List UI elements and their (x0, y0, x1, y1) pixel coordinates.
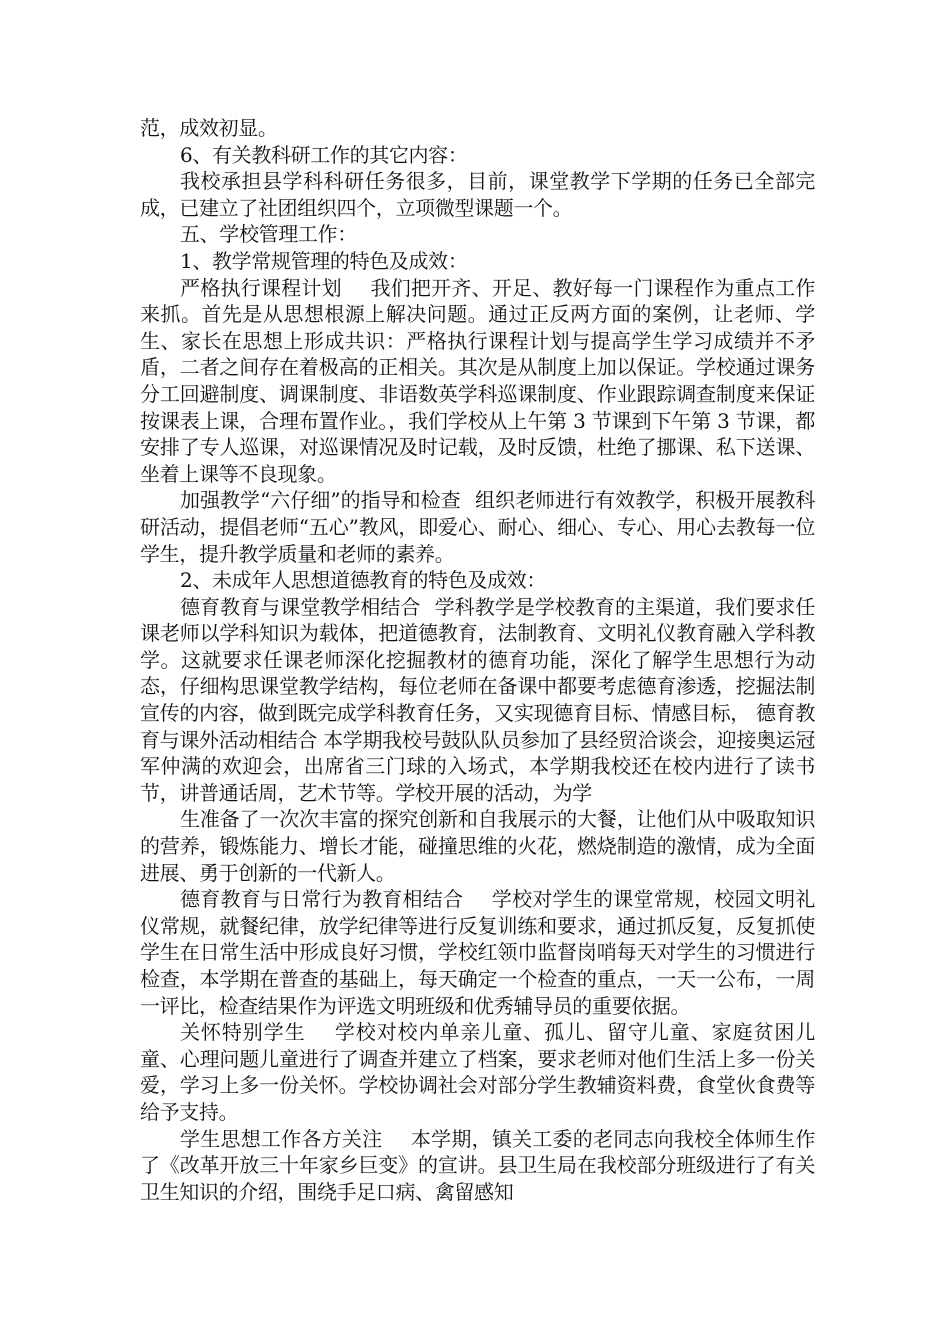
paragraph (140, 594, 815, 807)
paragraph (140, 886, 815, 1019)
run-in-heading: 加强教学“六仔细”的指导和检查 (180, 488, 461, 513)
paragraph-text: 学科教学是学校教育的主渠道，我们要求任课老师以学科知识为载体，把道德教育，法制教育、文明礼仪教育融入学科教学。这就要求任课老师深化挖掘教材的德育功能，深化了解学生思想行为动态，仔细构思课堂教学结构，每位老师在备课中都要考虑德育渗透，挖掘法制宣传的内容，做到既完成学科教育任务，又实现德育目标、情感目标， 德育教育与课外活动相结合 本学期我校号鼓队队员参加了县经贸洽谈会，迎接奥运冠军仲满的欢迎会，出席省三门球的入场式，本学期我校还在校内进行了读书节，讲普通话周，艺术节等。学校开展的活动，为学 (140, 594, 815, 805)
paragraph (140, 1019, 815, 1125)
paragraph (140, 142, 815, 169)
section-heading-text: 五、学校管理工作： (180, 222, 357, 247)
paragraph-text: 范，成效初显。 (140, 116, 278, 140)
run-in-heading: 学生思想工作各方关注 (180, 1126, 383, 1151)
run-in-heading: 德育教育与课堂教学相结合 (180, 594, 421, 619)
paragraph-text: 我校承担县学科科研任务很多，目前，课堂教学下学期的任务已全部完成，已建立了社团组织四个，立项微型课题一个。 (140, 169, 815, 220)
paragraph-text: 学校对学生的课堂常规，校园文明礼仪常规，就餐纪律，放学纪律等进行反复训练和要求，通过抓反复，反复抓使学生在日常生活中形成良好习惯，学校红领巾监督岗哨每天对学生的习惯进行检查，本学期在普查的基础上，每天确定一个检查的重点，一天一公布，一周一评比，检查结果作为评选文明班级和优秀辅导员的重要依据。 (140, 887, 815, 1018)
paragraph-text: 本学期，镇关工委的老同志向我校全体师生作了《改革开放三十年家乡巨变》的宣讲。县卫生局在我校部分班级进行了有关卫生知识的介绍，围绕手足口病、禽留感知 (140, 1126, 816, 1204)
paragraph (140, 1126, 815, 1206)
paragraph-text: 学校对校内单亲儿童、孤儿、留守儿童、家庭贫困儿童、心理问题儿童进行了调查并建立了档案，要求老师对他们生活上多一份关爱，学习上多一份关怀。学校协调社会对部分学生教辅资料费，食堂伙食费等给予支持。 (140, 1020, 816, 1124)
subsection-heading (140, 248, 815, 275)
paragraph-text: 组织老师进行有效教学，积极开展教科研活动，提倡老师“五心”教风，即爱心、耐心、细心、专心、用心去教每一位学生，提升教学质量和老师的素养。 (140, 488, 815, 566)
paragraph (140, 275, 815, 488)
paragraph-text: 6、有关教科研工作的其它内容： (180, 142, 468, 167)
paragraph (140, 115, 815, 142)
document-body (140, 115, 815, 1205)
paragraph (140, 168, 815, 221)
subsection-heading-text: 2、未成年人思想道德教育的特色及成效： (180, 568, 547, 593)
section-heading (140, 221, 815, 248)
subsection-heading (140, 567, 815, 594)
run-in-heading: 关怀特别学生 (180, 1020, 306, 1045)
paragraph (140, 487, 815, 567)
paragraph-text: 我们把开齐、开足、教好每一门课程作为重点工作来抓。首先是从思想根源上解决问题。通过正反两方面的案例，让老师、学生、家长在思想上形成共识：严格执行课程计划与提高学生学习成绩并不矛盾，二者之间存在着极高的正相关。其次是从制度上加以保证。学校通过课务分工回避制度、调课制度、非语数英学科巡课制度、作业跟踪调查制度来保证按课表上课，合理布置作业。，我们学校从上午第 3 节课到下午第 3 节课，都安排了专人巡课，对巡课情况及时记载，及时反馈，杜绝了挪课、私下送课、坐着上课等不良现象。 (140, 275, 815, 486)
paragraph (140, 806, 815, 886)
paragraph-text: 生准备了一次次丰富的探究创新和自我展示的大餐，让他们从中吸取知识的营养，锻炼能力、增长才能，碰撞思维的火花，燃烧制造的激情，成为全面进展、勇于创新的一代新人。 (140, 807, 815, 885)
subsection-heading-text: 1、教学常规管理的特色及成效： (180, 248, 468, 273)
run-in-heading: 德育教育与日常行为教育相结合 (180, 887, 464, 912)
run-in-heading: 严格执行课程计划 (180, 275, 342, 300)
